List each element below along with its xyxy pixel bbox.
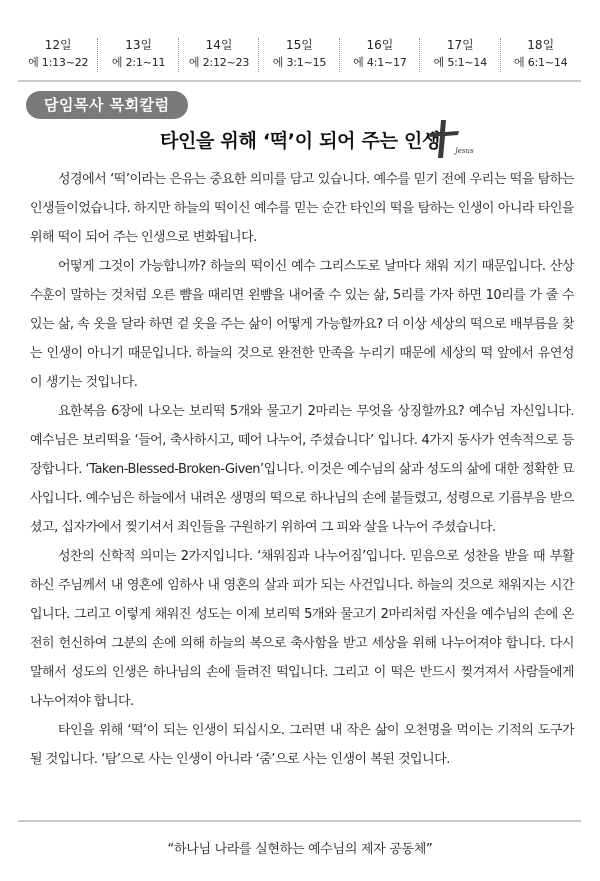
bottom-divider: [18, 820, 581, 822]
schedule-reference: 에 2:1~11: [111, 56, 166, 69]
schedule-date: 14일: [205, 38, 233, 52]
column-title: 타인을 위해 ‘떡’이 되어 주는 인생: [159, 130, 441, 152]
paragraph: 타인을 위해 ‘떡’이 되는 인생이 되십시오. 그러면 내 작은 삶이 오천명을 먹이는 기적의 도구가 될 것입니다. ‘탐’으로 사는 인생이 아니라 ‘줌’으로 사는 인생이 복된 것입니다.: [30, 723, 574, 767]
schedule-date: 17일: [446, 38, 474, 52]
schedule-reference: 에 2:12~23: [188, 56, 250, 69]
schedule-date: 16일: [366, 38, 394, 52]
paragraph: 요한복음 6장에 나오는 보리떡 5개와 물고기 2마리는 무엇을 상징할까요? 예수님 자신입니다. 예수님은 보리떡을 ‘들어, 축사하시고, 떼어 나누어, 주셨습니다’ 입니다. 4가지 동사가 연속적으로 등장합니다. ‘Taken-Blessed-Broken-Given’입니다. 이것은 예수님의 삶과 성도의 삶에 대한 정확한 묘사입니다. 예수님은 하늘에서 내려온 생명의 떡으로 하나님의 손에 붙들렸고, 성령으로 기름부음 받으셨고, 십자가에서 찢기셔서 죄인들을 구원하기 위하여 그 피와 살을 나누어 주셨습니다.: [30, 404, 574, 535]
schedule-reference: 에 3:1~15: [272, 56, 327, 69]
schedule-date: 15일: [286, 38, 313, 52]
schedule-reference: 에 5:1~14: [433, 56, 488, 69]
schedule-day: [420, 34, 500, 76]
paragraph: 어떻게 그것이 가능합니까? 하늘의 떡이신 예수 그리스도로 날마다 채워 지기 때문입니다. 산상수훈이 말하는 것처럼 오른 뺨을 때리면 왼뺨을 내어줄 수 있는 삶, 5리를 가자 하면 10리를 가 줄 수 있는 삶, 속 옷을 달라 하면 겉 옷을 주는 삶이 어떻게 가능할까요? 더 이상 세상의 떡으로 배부름을 찾는 인생이 아니기 때문입니다. 하늘의 것으로 완전한 만족을 누리기 때문에 세상의 떡 앞에서 유연성이 생기는 것입니다.: [30, 259, 574, 390]
column-badge: 담임목사 목회칼럼: [26, 91, 188, 119]
paragraph: 성찬의 신학적 의미는 2가지입니다. ‘채워짐과 나누어짐’입니다. 믿음으로 성찬을 받을 때 부활하신 주님께서 내 영혼에 임하사 내 영혼의 살과 피가 되는 사건입니다. 하늘의 것으로 채워지는 시간입니다. 그리고 이렇게 채워진 성도는 이제 보리떡 5개와 물고기 2마리처럼 자신을 예수님의 손에 온전히 헌신하여 그분의 손에 의해 하늘의 복으로 축사함을 받고 세상을 위해 나누어져야 합니다. 다시 말해서 성도의 인생은 하나님의 손에 들려진 떡입니다. 그리고 이 떡은 반드시 찢겨져서 사람들에게 나누어져야 합니다.: [30, 549, 574, 709]
top-divider: [18, 80, 581, 82]
cross-icon: [427, 118, 487, 160]
church-motto: “하나님 나라를 실현하는 예수님의 제자 공동체”: [167, 842, 433, 857]
schedule-day: [18, 34, 98, 76]
schedule-date: 13일: [125, 38, 153, 52]
schedule-day: [340, 34, 420, 76]
schedule-date: 12일: [44, 38, 72, 52]
schedule-day: [98, 34, 178, 76]
column-body: [30, 165, 574, 774]
reading-schedule: [18, 34, 581, 76]
schedule-day: [501, 34, 581, 76]
schedule-date: 18일: [527, 38, 555, 52]
schedule-day: [179, 34, 259, 76]
schedule-reference: 에 6:1~14: [514, 56, 568, 69]
title-row: [0, 126, 600, 156]
schedule-reference: 에 1:13~22: [28, 56, 89, 69]
paragraph: 성경에서 ‘떡’이라는 은유는 중요한 의미를 담고 있습니다. 예수를 믿기 전에 우리는 떡을 탐하는 인생들이었습니다. 하지만 하늘의 떡이신 예수를 믿는 순간 타인의 떡을 탐하는 인생이 아니라 타인을 위해 떡이 되어 주는 인생으로 변화됩니다.: [30, 172, 574, 245]
schedule-day: [259, 34, 339, 76]
schedule-reference: 에 4:1~17: [353, 56, 407, 69]
logo-text: Jesus: [455, 147, 474, 155]
